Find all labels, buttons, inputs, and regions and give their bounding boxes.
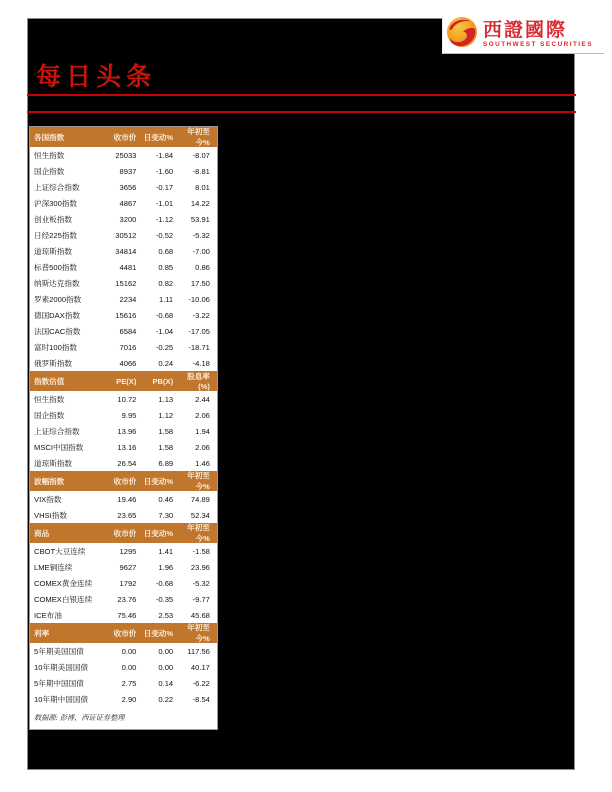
section-title: 指数估值 <box>34 376 65 386</box>
row-value: 17.50 <box>190 278 210 288</box>
row-label: VHSI指数 <box>34 510 67 520</box>
row-value: 40.17 <box>190 662 210 672</box>
table-row <box>30 307 217 323</box>
table-row <box>30 179 217 195</box>
row-value: -8.07 <box>192 150 210 160</box>
row-value: 23.65 <box>117 510 137 520</box>
row-value: -0.52 <box>155 230 174 240</box>
data-source-note: 数据源: 彭博，西证证券整理 <box>34 714 125 722</box>
column-header: PB(X) <box>152 376 174 386</box>
table-row <box>30 163 217 179</box>
row-value: 19.46 <box>117 494 137 504</box>
row-label: LME铜连续 <box>34 562 73 572</box>
row-label: 俄罗斯指数 <box>34 358 72 368</box>
row-label: MSCI中国指数 <box>34 442 84 452</box>
row-value: 0.14 <box>158 678 174 688</box>
row-value: 13.16 <box>117 442 137 452</box>
section-title: 商品 <box>34 528 50 538</box>
row-value: 2.90 <box>121 694 137 704</box>
row-value: -3.22 <box>192 310 210 320</box>
logo-en-name: SOUTHWEST SECURITIES <box>483 40 593 48</box>
row-value: 8.01 <box>195 182 210 192</box>
row-value: -0.35 <box>155 594 174 604</box>
row-value: -6.22 <box>192 678 210 688</box>
row-value: 0.22 <box>158 694 174 704</box>
row-label: 道琼斯指数 <box>34 246 72 256</box>
row-value: -0.25 <box>155 342 174 352</box>
logo-cn-name: 西證國際 <box>483 18 568 41</box>
row-value: 0.00 <box>121 662 137 672</box>
row-value: 7016 <box>119 342 137 352</box>
column-header: 日变动% <box>143 476 174 486</box>
section-title: 波幅指数 <box>34 476 65 486</box>
row-label: 富时100指数 <box>34 342 78 352</box>
row-label: COMEX黄金连续 <box>34 578 93 588</box>
row-label: 10年期美国国债 <box>34 662 89 672</box>
row-value: 3200 <box>119 214 137 224</box>
section-header-volatility-indices <box>30 471 217 491</box>
table-row <box>30 607 217 623</box>
column-header: 日变动% <box>143 628 174 638</box>
column-header: 收市价 <box>113 628 137 638</box>
row-value: -0.68 <box>155 310 174 320</box>
row-value: 2.44 <box>195 394 210 404</box>
row-value: 0.24 <box>158 358 174 368</box>
column-header: 收市价 <box>113 132 137 142</box>
row-label: 标普500指数 <box>34 262 78 272</box>
row-value: 1.13 <box>158 394 174 404</box>
row-value: 10.72 <box>117 394 137 404</box>
row-label: 上证综合指数 <box>34 182 80 192</box>
row-value: 14.22 <box>190 198 210 208</box>
row-value: -1.04 <box>155 326 174 336</box>
row-value: 23.96 <box>190 562 210 572</box>
divider-line-top <box>27 94 576 96</box>
column-header: 年初至今% <box>187 623 210 643</box>
row-label: ICE布油 <box>34 610 62 620</box>
row-value: -4.18 <box>192 358 210 368</box>
row-value: 6584 <box>119 326 137 336</box>
table-row <box>30 575 217 591</box>
row-value: 13.96 <box>117 426 137 436</box>
row-value: -7.00 <box>192 246 210 256</box>
row-value: 8937 <box>119 166 137 176</box>
table-row <box>30 559 217 575</box>
row-value: 2.53 <box>158 610 174 620</box>
row-value: 2.06 <box>195 442 210 452</box>
column-header: 年初至今% <box>187 471 210 491</box>
row-value: -9.77 <box>192 594 210 604</box>
row-value: 9.95 <box>121 410 137 420</box>
row-label: CBOT大豆连续 <box>34 546 86 556</box>
row-label: 国企指数 <box>34 410 65 420</box>
row-value: -1.84 <box>155 150 174 160</box>
section-title: 各国指数 <box>34 132 65 142</box>
row-value: -0.17 <box>155 182 174 192</box>
row-value: 1.94 <box>195 426 210 436</box>
row-value: 3656 <box>119 182 137 192</box>
row-value: -17.05 <box>188 326 210 336</box>
table-row <box>30 259 217 275</box>
row-value: 4481 <box>119 262 137 272</box>
table-row <box>30 591 217 607</box>
row-value: 2.06 <box>195 410 210 420</box>
table-row <box>30 339 217 355</box>
row-value: 1.12 <box>158 410 174 420</box>
table-row <box>30 227 217 243</box>
table-row <box>30 275 217 291</box>
row-label: 道琼斯指数 <box>34 458 72 468</box>
row-value: 53.91 <box>190 214 210 224</box>
row-value: -1.60 <box>155 166 174 176</box>
column-header: 年初至今% <box>187 523 210 543</box>
row-value: 0.68 <box>158 246 174 256</box>
column-header: 日变动% <box>143 528 174 538</box>
row-value: 0.46 <box>158 494 174 504</box>
row-label: 10年期中国国债 <box>34 694 89 704</box>
row-value: 7.30 <box>158 510 174 520</box>
row-value: -10.06 <box>188 294 210 304</box>
row-value: -18.71 <box>188 342 210 352</box>
row-value: 9627 <box>119 562 137 572</box>
row-value: -1.58 <box>192 546 210 556</box>
row-label: 5年期美国国债 <box>34 646 84 656</box>
row-label: 日经225指数 <box>34 230 78 240</box>
row-value: 2.75 <box>121 678 137 688</box>
row-label: COMEX白银连续 <box>34 594 93 604</box>
table-row <box>30 439 217 455</box>
row-value: 4066 <box>119 358 137 368</box>
section-title: 利率 <box>34 628 50 638</box>
row-value: 1.46 <box>195 458 210 468</box>
column-header: 日变动% <box>143 132 174 142</box>
row-label: 罗素2000指数 <box>34 294 82 304</box>
row-value: 25033 <box>115 150 137 160</box>
row-value: 26.54 <box>117 458 137 468</box>
row-value: 0.85 <box>158 262 174 272</box>
row-value: 1.41 <box>158 546 174 556</box>
table-row <box>30 507 217 523</box>
page-title: 每日头条 <box>36 62 157 91</box>
company-logo <box>442 16 604 54</box>
column-header: 年初至今% <box>187 127 210 147</box>
row-value: 1295 <box>119 546 137 556</box>
row-value: -0.68 <box>155 578 174 588</box>
row-value: 0.86 <box>195 262 210 272</box>
row-value: -8.54 <box>192 694 210 704</box>
row-value: 0.00 <box>158 646 174 656</box>
row-value: 1.58 <box>158 442 174 452</box>
row-value: 75.46 <box>117 610 137 620</box>
row-label: 德国DAX指数 <box>34 310 80 320</box>
row-label: VIX指数 <box>34 494 62 504</box>
row-value: 117.56 <box>187 646 210 656</box>
row-value: 2234 <box>119 294 137 304</box>
row-value: 1.58 <box>158 426 174 436</box>
row-value: -5.32 <box>192 230 210 240</box>
row-value: 0.00 <box>158 662 174 672</box>
market-data-table <box>29 126 218 730</box>
row-label: 恒生指数 <box>34 394 65 404</box>
table-row <box>30 195 217 211</box>
table-row <box>30 323 217 339</box>
section-header-commodities <box>30 523 217 543</box>
row-label: 国企指数 <box>34 166 65 176</box>
table-row <box>30 543 217 559</box>
row-value: 0.00 <box>121 646 137 656</box>
logo-swirl-ball-icon <box>446 16 478 53</box>
table-row <box>30 675 217 691</box>
table-row <box>30 355 217 371</box>
table-row <box>30 455 217 471</box>
table-body <box>30 127 217 707</box>
row-value: 15616 <box>115 310 137 320</box>
table-row <box>30 659 217 675</box>
row-label: 沪深300指数 <box>34 198 78 208</box>
row-value: 0.82 <box>158 278 174 288</box>
table-row <box>30 391 217 407</box>
column-header: 股息率(%) <box>187 372 210 391</box>
table-row <box>30 643 217 659</box>
row-value: 45.68 <box>190 610 210 620</box>
section-header-interest-rates <box>30 623 217 643</box>
row-label: 创业板指数 <box>34 214 72 224</box>
row-label: 纳斯达克指数 <box>34 278 80 288</box>
table-row <box>30 691 217 707</box>
table-row <box>30 147 217 163</box>
column-header: 收市价 <box>113 528 137 538</box>
table-row <box>30 491 217 507</box>
row-label: 法国CAC指数 <box>34 326 81 336</box>
table-row <box>30 423 217 439</box>
table-row <box>30 291 217 307</box>
row-value: 34814 <box>115 246 137 256</box>
row-value: 15162 <box>115 278 137 288</box>
row-value: 23.76 <box>117 594 137 604</box>
row-value: -1.12 <box>155 214 174 224</box>
row-value: 52.34 <box>190 510 210 520</box>
row-value: 4867 <box>119 198 137 208</box>
divider-line-bottom <box>27 111 576 113</box>
row-value: 1792 <box>119 578 137 588</box>
row-value: 74.89 <box>190 494 210 504</box>
column-header: 收市价 <box>113 476 137 486</box>
row-value: 6.89 <box>158 458 174 468</box>
row-value: -5.32 <box>192 578 210 588</box>
table-row <box>30 407 217 423</box>
row-label: 上证综合指数 <box>34 426 80 436</box>
row-value: 1.96 <box>158 562 174 572</box>
section-header-index-valuation <box>30 371 217 391</box>
column-header: PE(X) <box>116 376 137 386</box>
row-label: 5年期中国国债 <box>34 678 84 688</box>
row-value: 1.11 <box>158 294 174 304</box>
row-value: -1.01 <box>155 198 174 208</box>
row-value: 30512 <box>115 230 137 240</box>
table-row <box>30 243 217 259</box>
row-label: 恒生指数 <box>34 150 65 160</box>
row-value: -8.81 <box>192 166 210 176</box>
logo-text <box>483 18 593 48</box>
section-header-country-indices <box>30 127 217 147</box>
table-row <box>30 211 217 227</box>
